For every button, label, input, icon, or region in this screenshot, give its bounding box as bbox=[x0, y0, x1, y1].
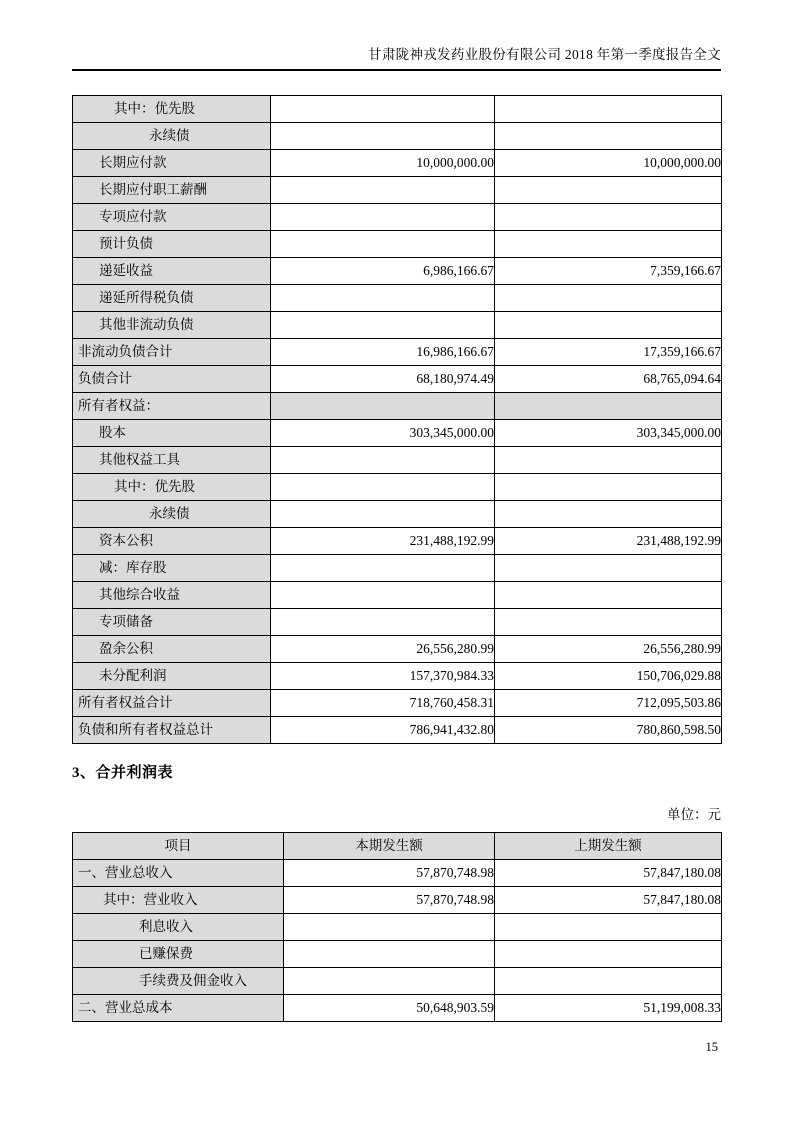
current-amount-cell: 68,180,974.49 bbox=[271, 366, 495, 393]
table-row bbox=[73, 285, 722, 312]
row-label: 减：库存股 bbox=[73, 555, 271, 582]
row-label: 盈余公积 bbox=[73, 636, 271, 663]
current-amount-cell bbox=[271, 177, 495, 204]
table-row bbox=[73, 501, 722, 528]
table-row bbox=[73, 177, 722, 204]
current-amount-cell bbox=[271, 393, 495, 420]
column-header-prior-period: 上期发生额 bbox=[495, 833, 722, 860]
column-header-item: 项目 bbox=[73, 833, 284, 860]
current-amount-cell: 718,760,458.31 bbox=[271, 690, 495, 717]
row-label: 资本公积 bbox=[73, 528, 271, 555]
prior-amount-cell: 17,359,166.67 bbox=[495, 339, 722, 366]
prior-amount-cell bbox=[495, 941, 722, 968]
prior-amount-cell bbox=[495, 474, 722, 501]
current-amount-cell bbox=[271, 96, 495, 123]
current-amount-cell: 6,986,166.67 bbox=[271, 258, 495, 285]
current-amount-cell bbox=[271, 609, 495, 636]
current-amount-cell bbox=[284, 968, 495, 995]
row-label: 其他权益工具 bbox=[73, 447, 271, 474]
prior-amount-cell bbox=[495, 285, 722, 312]
current-amount-cell bbox=[271, 447, 495, 474]
prior-amount-cell bbox=[495, 393, 722, 420]
prior-amount-cell bbox=[495, 447, 722, 474]
table-row bbox=[73, 690, 722, 717]
row-label: 永续债 bbox=[73, 501, 271, 528]
row-label: 手续费及佣金收入 bbox=[73, 968, 284, 995]
prior-amount-cell bbox=[495, 177, 722, 204]
prior-amount-cell bbox=[495, 968, 722, 995]
row-label: 未分配利润 bbox=[73, 663, 271, 690]
prior-amount-cell bbox=[495, 501, 722, 528]
table-row bbox=[73, 339, 722, 366]
table-row bbox=[73, 582, 722, 609]
row-label: 一、营业总收入 bbox=[73, 860, 284, 887]
page-header-title: 甘肃陇神戎发药业股份有限公司 2018 年第一季度报告全文 bbox=[368, 47, 721, 62]
prior-amount-cell bbox=[495, 123, 722, 150]
row-label: 负债合计 bbox=[73, 366, 271, 393]
prior-amount-cell: 57,847,180.08 bbox=[495, 860, 722, 887]
current-amount-cell bbox=[271, 312, 495, 339]
table-row bbox=[73, 393, 722, 420]
row-label: 已赚保费 bbox=[73, 941, 284, 968]
row-label: 永续债 bbox=[73, 123, 271, 150]
table-row bbox=[73, 204, 722, 231]
prior-amount-cell: 68,765,094.64 bbox=[495, 366, 722, 393]
current-amount-cell bbox=[271, 123, 495, 150]
page-number: 15 bbox=[705, 1040, 718, 1054]
table-row bbox=[73, 941, 722, 968]
current-amount-cell: 231,488,192.99 bbox=[271, 528, 495, 555]
row-label: 长期应付职工薪酬 bbox=[73, 177, 271, 204]
prior-amount-cell bbox=[495, 96, 722, 123]
row-label: 所有者权益： bbox=[73, 393, 271, 420]
row-label: 股本 bbox=[73, 420, 271, 447]
header-rule bbox=[72, 69, 721, 71]
row-label: 非流动负债合计 bbox=[73, 339, 271, 366]
row-label: 其中：优先股 bbox=[73, 96, 271, 123]
current-amount-cell bbox=[271, 582, 495, 609]
current-amount-cell: 57,870,748.98 bbox=[284, 860, 495, 887]
table-row bbox=[73, 474, 722, 501]
table-row bbox=[73, 150, 722, 177]
row-label: 其他综合收益 bbox=[73, 582, 271, 609]
row-label: 预计负债 bbox=[73, 231, 271, 258]
prior-amount-cell: 10,000,000.00 bbox=[495, 150, 722, 177]
prior-amount-cell bbox=[495, 582, 722, 609]
table-row bbox=[73, 231, 722, 258]
prior-amount-cell: 26,556,280.99 bbox=[495, 636, 722, 663]
row-label: 递延所得税负债 bbox=[73, 285, 271, 312]
table-row bbox=[73, 887, 722, 914]
table-row bbox=[73, 609, 722, 636]
current-amount-cell bbox=[271, 285, 495, 312]
table-row bbox=[73, 366, 722, 393]
prior-amount-cell bbox=[495, 204, 722, 231]
table-row bbox=[73, 860, 722, 887]
current-amount-cell bbox=[284, 941, 495, 968]
prior-amount-cell: 150,706,029.88 bbox=[495, 663, 722, 690]
balance-sheet-table bbox=[72, 95, 722, 744]
table-row bbox=[73, 914, 722, 941]
table-row bbox=[73, 968, 722, 995]
table-row bbox=[73, 717, 722, 744]
table-row bbox=[73, 555, 722, 582]
prior-amount-cell: 712,095,503.86 bbox=[495, 690, 722, 717]
row-label: 长期应付款 bbox=[73, 150, 271, 177]
row-label: 其中：优先股 bbox=[73, 474, 271, 501]
table-row bbox=[73, 123, 722, 150]
row-label: 专项储备 bbox=[73, 609, 271, 636]
current-amount-cell: 157,370,984.33 bbox=[271, 663, 495, 690]
income-statement-table bbox=[72, 832, 722, 1022]
table-row bbox=[73, 420, 722, 447]
prior-amount-cell bbox=[495, 231, 722, 258]
table-row bbox=[73, 663, 722, 690]
row-label: 专项应付款 bbox=[73, 204, 271, 231]
row-label: 其中：营业收入 bbox=[73, 887, 284, 914]
prior-amount-cell bbox=[495, 609, 722, 636]
row-label: 二、营业总成本 bbox=[73, 995, 284, 1022]
row-label: 负债和所有者权益总计 bbox=[73, 717, 271, 744]
table-row bbox=[73, 312, 722, 339]
current-amount-cell bbox=[284, 914, 495, 941]
prior-amount-cell bbox=[495, 914, 722, 941]
current-amount-cell bbox=[271, 501, 495, 528]
prior-amount-cell bbox=[495, 555, 722, 582]
prior-amount-cell: 303,345,000.00 bbox=[495, 420, 722, 447]
section-heading: 3、合并利润表 bbox=[72, 765, 174, 781]
table-row bbox=[73, 258, 722, 285]
row-label: 递延收益 bbox=[73, 258, 271, 285]
column-header-current-period: 本期发生额 bbox=[284, 833, 495, 860]
current-amount-cell: 786,941,432.80 bbox=[271, 717, 495, 744]
current-amount-cell: 26,556,280.99 bbox=[271, 636, 495, 663]
table-row bbox=[73, 447, 722, 474]
current-amount-cell bbox=[271, 231, 495, 258]
table-row bbox=[73, 96, 722, 123]
prior-amount-cell: 51,199,008.33 bbox=[495, 995, 722, 1022]
current-amount-cell: 50,648,903.59 bbox=[284, 995, 495, 1022]
prior-amount-cell: 57,847,180.08 bbox=[495, 887, 722, 914]
income-table-header-row bbox=[73, 833, 722, 860]
current-amount-cell: 10,000,000.00 bbox=[271, 150, 495, 177]
table-row bbox=[73, 995, 722, 1022]
table-row bbox=[73, 528, 722, 555]
current-amount-cell bbox=[271, 474, 495, 501]
row-label: 其他非流动负债 bbox=[73, 312, 271, 339]
prior-amount-cell: 780,860,598.50 bbox=[495, 717, 722, 744]
current-amount-cell bbox=[271, 555, 495, 582]
prior-amount-cell: 7,359,166.67 bbox=[495, 258, 722, 285]
table-row bbox=[73, 636, 722, 663]
prior-amount-cell: 231,488,192.99 bbox=[495, 528, 722, 555]
row-label: 所有者权益合计 bbox=[73, 690, 271, 717]
current-amount-cell bbox=[271, 204, 495, 231]
current-amount-cell: 303,345,000.00 bbox=[271, 420, 495, 447]
row-label: 利息收入 bbox=[73, 914, 284, 941]
unit-label: 单位：元 bbox=[667, 807, 721, 822]
prior-amount-cell bbox=[495, 312, 722, 339]
current-amount-cell: 57,870,748.98 bbox=[284, 887, 495, 914]
current-amount-cell: 16,986,166.67 bbox=[271, 339, 495, 366]
